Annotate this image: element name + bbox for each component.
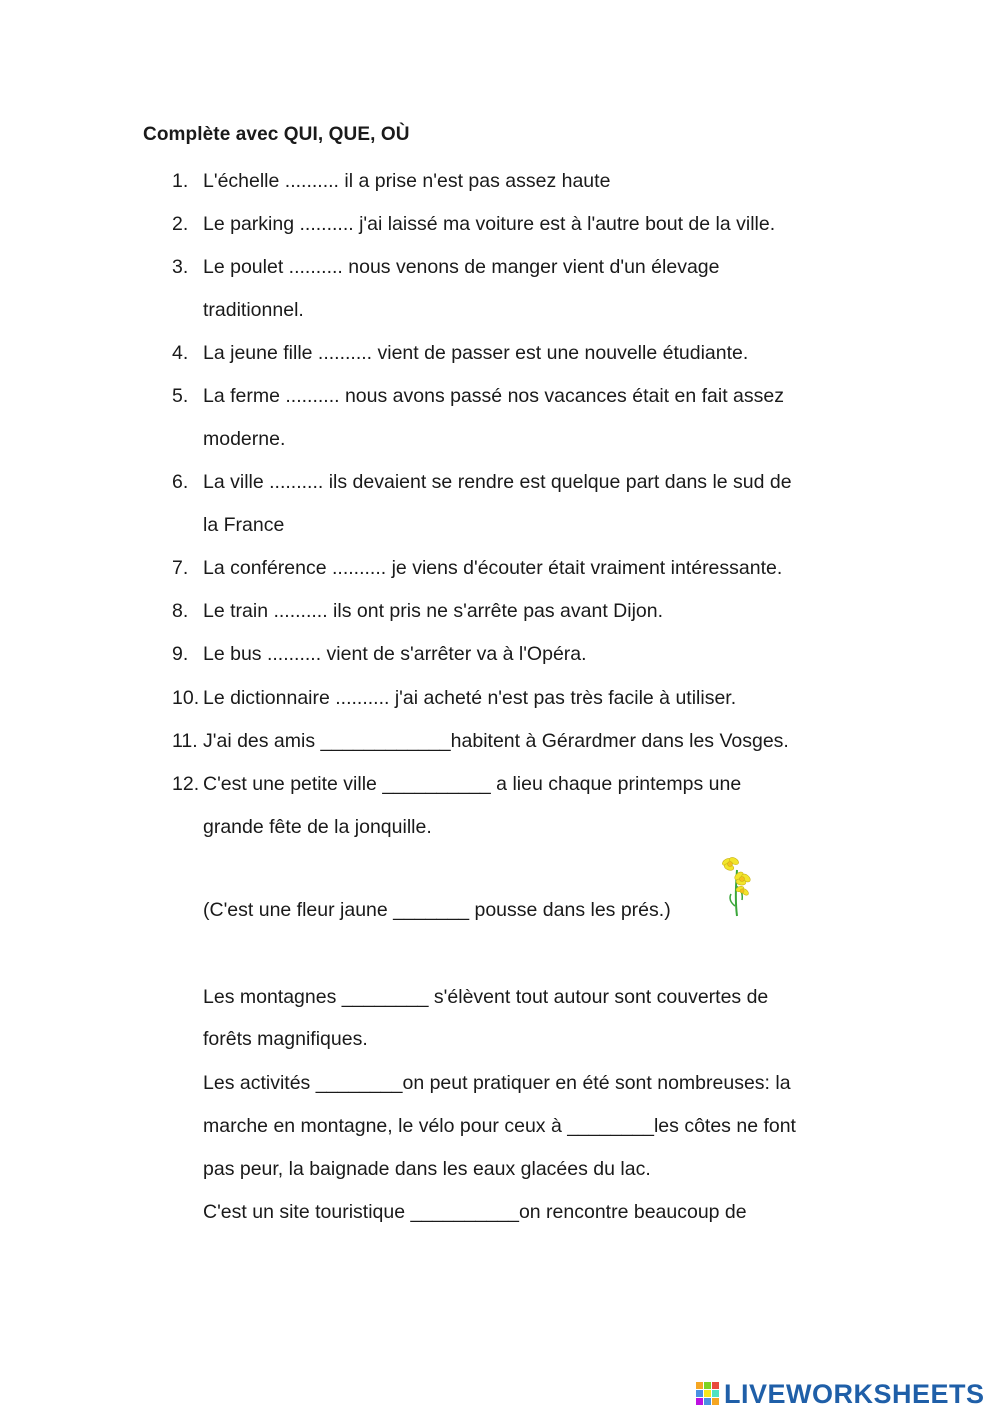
item-number-12: 12. [172, 773, 200, 795]
item-5-line-2: moderne. [203, 428, 286, 450]
paragraph-line-2: Les montagnes ________ s'élèvent tout autour sont couvertes de [203, 986, 769, 1008]
item-4-line-1: La jeune fille .......... vient de passer est une nouvelle étudiante. [203, 342, 749, 364]
liveworksheets-logo [696, 1377, 985, 1411]
liveworksheets-logo-text: LIVEWORKSHEETS [724, 1378, 985, 1409]
item-7-line-1: La conférence .......... je viens d'écouter était vraiment intéressante. [203, 557, 783, 579]
item-6-line-1: La ville .......... ils devaient se rendre est quelque part dans le sud de [203, 471, 792, 493]
item-2-line-1: Le parking .......... j'ai laissé ma voiture est à l'autre bout de la ville. [203, 213, 776, 235]
paragraph-line-4: Les activités ________on peut pratiquer en été sont nombreuses: la [203, 1072, 791, 1094]
item-9-line-1: Le bus .......... vient de s'arrêter va à l'Opéra. [203, 643, 587, 665]
item-number-5: 5. [172, 385, 189, 407]
item-1-line-1: L'échelle .......... il a prise n'est pas assez haute [203, 170, 611, 192]
item-11-line-1: J'ai des amis ____________habitent à Gérardmer dans les Vosges. [203, 730, 789, 752]
paragraph-line-6: pas peur, la baignade dans les eaux glacées du lac. [203, 1158, 651, 1180]
item-6-line-2: la France [203, 514, 285, 536]
item-number-6: 6. [172, 471, 189, 493]
item-3-line-2: traditionnel. [203, 299, 304, 321]
item-number-1: 1. [172, 170, 189, 192]
item-5-line-1: La ferme .......... nous avons passé nos vacances était en fait assez [203, 385, 784, 407]
paragraph-line-7: C'est un site touristique __________on rencontre beaucoup de [203, 1201, 747, 1223]
item-number-4: 4. [172, 342, 189, 364]
item-12-line-1: C'est une petite ville __________ a lieu chaque printemps une [203, 773, 742, 795]
item-3-line-1: Le poulet .......... nous venons de manger vient d'un élevage [203, 256, 720, 278]
liveworksheets-logo-icon [696, 1382, 720, 1406]
item-12-line-2: grande fête de la jonquille. [203, 816, 432, 838]
item-number-9: 9. [172, 643, 189, 665]
item-number-11: 11. [172, 730, 198, 752]
page-title: Complète avec QUI, QUE, OÙ [143, 124, 410, 145]
item-10-line-1: Le dictionnaire .......... j'ai acheté n'est pas très facile à utiliser. [203, 687, 737, 709]
item-number-3: 3. [172, 256, 189, 278]
item-number-10: 10. [172, 687, 200, 709]
item-number-7: 7. [172, 557, 189, 579]
paragraph-line-1: (C'est une fleur jaune _______ pousse dans les prés.) [203, 899, 671, 921]
paragraph-line-3: forêts magnifiques. [203, 1028, 368, 1050]
item-number-2: 2. [172, 213, 189, 235]
daffodil-icon [715, 856, 755, 918]
item-number-8: 8. [172, 600, 189, 622]
item-8-line-1: Le train .......... ils ont pris ne s'arrête pas avant Dijon. [203, 600, 664, 622]
paragraph-line-5: marche en montagne, le vélo pour ceux à ________les côtes ne font [203, 1115, 796, 1137]
